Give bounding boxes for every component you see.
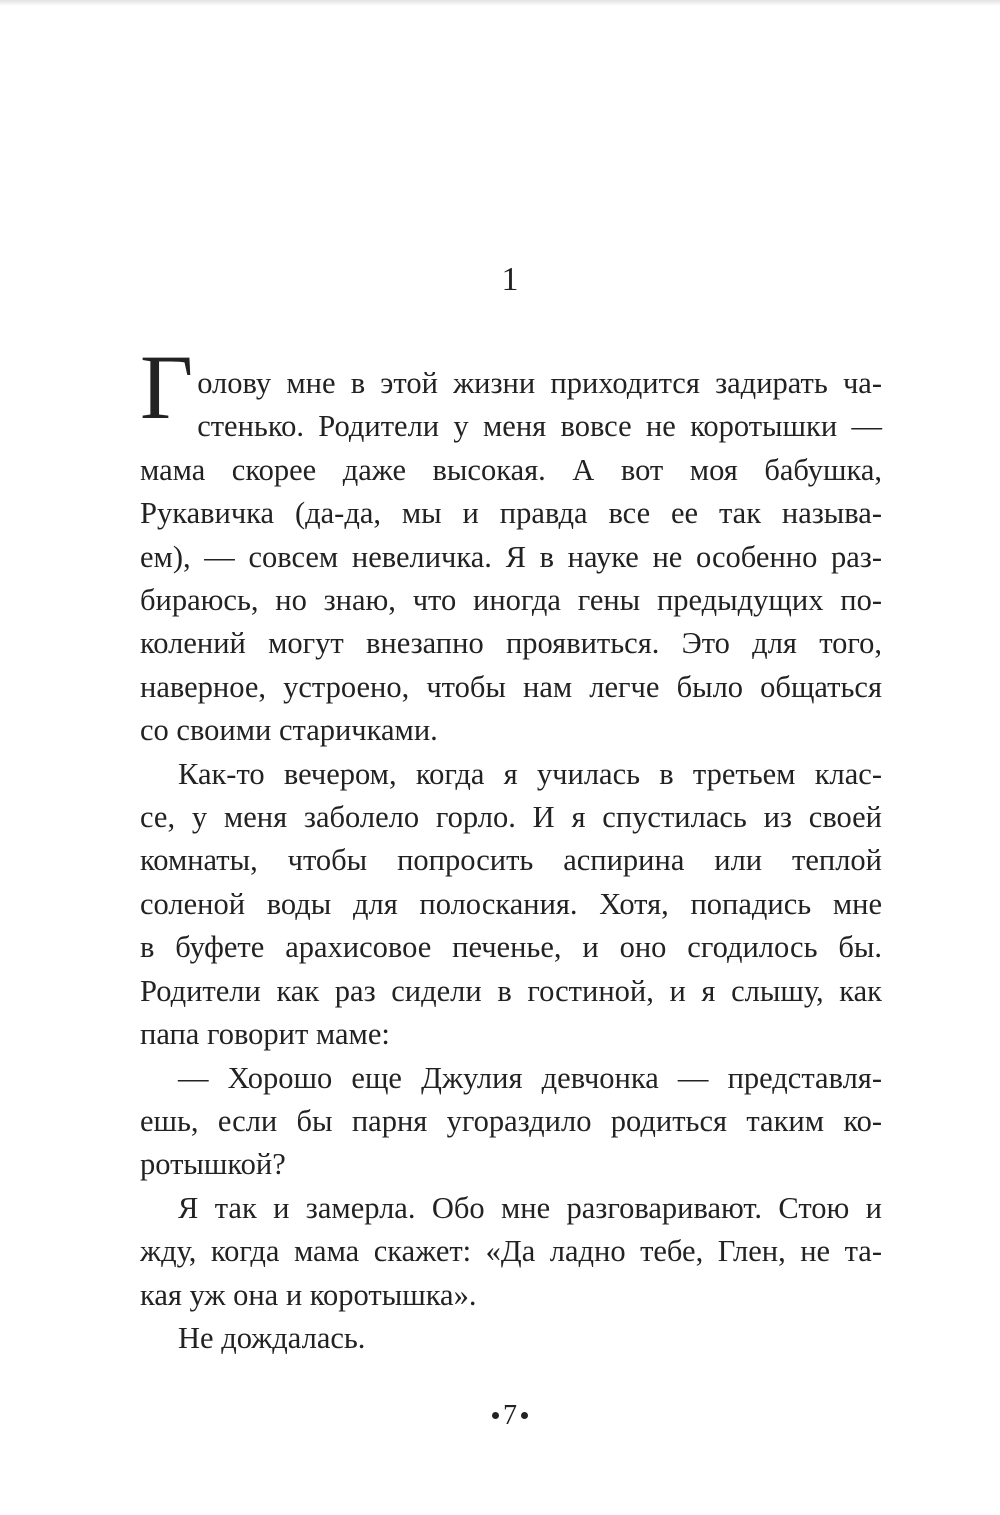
body-text xyxy=(140,336,882,1360)
text-line: в буфете арахисовое печенье, и оно сгодилось бы. xyxy=(140,930,882,965)
text-line: наверное, устроено, чтобы нам легче было общаться xyxy=(140,669,882,704)
bullet-dot-icon xyxy=(521,1412,528,1419)
text-line: кая уж она и коротышка». xyxy=(140,1277,477,1312)
text-line: соленой воды для полоскания. Хотя, попадись мне xyxy=(140,886,882,921)
paragraph-2 xyxy=(140,753,882,1057)
text-line: Родители как раз сидели в гостиной, и я слышу, как xyxy=(140,973,882,1008)
chapter-number: 1 xyxy=(501,261,519,298)
text-line: Я так и замерла. Обо мне разговаривают. Стою и xyxy=(178,1190,882,1225)
paragraph-1 xyxy=(140,336,882,753)
text-line: Не дождалась. xyxy=(178,1320,366,1355)
text-line: ротышкой? xyxy=(140,1147,286,1182)
text-line: ем), — совсем невеличка. Я в науке не особенно раз- xyxy=(140,539,882,574)
text-line: жду, когда мама скажет: «Да ладно тебе, Глен, не та- xyxy=(140,1234,882,1269)
text-line: — Хорошо еще Джулия девчонка — представля- xyxy=(178,1060,882,1095)
text-line: олову мне в этой жизни приходится задирать ча- xyxy=(197,366,882,400)
text-line: папа говорит маме: xyxy=(140,1017,390,1052)
text-line: Как-то вечером, когда я училась в третьем клас- xyxy=(178,756,882,791)
text-line: колений могут внезапно проявиться. Это для того, xyxy=(140,626,882,661)
paragraph-3 xyxy=(140,1057,882,1187)
bullet-dot-icon xyxy=(492,1412,499,1419)
page-top-edge xyxy=(0,0,1000,6)
text-line: стенько. Родители у меня вовсе не коротышки — xyxy=(197,409,882,444)
text-line: мама скорее даже высокая. А вот моя бабушка, xyxy=(140,452,882,487)
text-line: со своими старичками. xyxy=(140,713,438,748)
page-number-value: 7 xyxy=(503,1400,517,1431)
drop-cap: Г xyxy=(140,336,194,438)
paragraph-4 xyxy=(140,1187,882,1317)
text-line: се, у меня заболело горло. И я спустилась из своей xyxy=(140,800,882,835)
page-number xyxy=(0,1398,1000,1434)
text-line: комнаты, чтобы попросить аспирина или теплой xyxy=(140,843,882,878)
text-line: Рукавичка (да-да, мы и правда все ее так называ- xyxy=(140,496,882,531)
text-line: бираюсь, но знаю, что иногда гены предыдущих по- xyxy=(140,583,882,618)
paragraph-5 xyxy=(140,1317,882,1360)
text-line: ешь, если бы парня угораздило родиться таким ко- xyxy=(140,1103,882,1138)
